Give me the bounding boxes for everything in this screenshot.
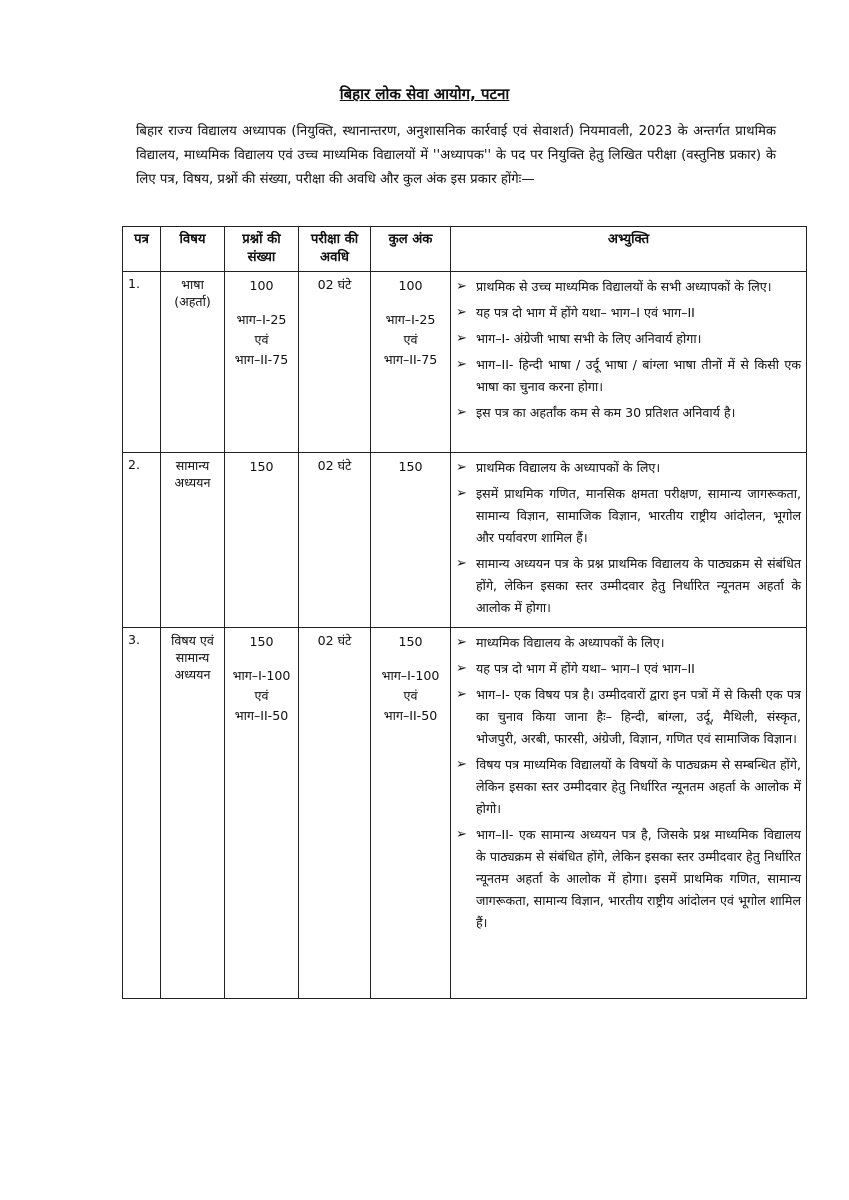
cell-paper-no: 3.	[123, 628, 161, 999]
cell-questions	[225, 272, 299, 453]
arrow-bullet-icon: ➢	[456, 405, 467, 420]
questions-total: 150	[249, 459, 274, 474]
cell-duration: 02 घंटे	[299, 628, 371, 999]
marks-part2: भाग–II-75	[383, 352, 438, 367]
table-row	[123, 453, 807, 628]
table-header-row	[123, 227, 807, 272]
header-questions: प्रश्नों की संख्या	[225, 227, 299, 272]
arrow-bullet-icon: ➢	[456, 279, 467, 294]
remark-item: ➢ प्राथमिक विद्यालय के अध्यापकों के लिए।	[456, 457, 801, 479]
remark-item: ➢ प्राथमिक से उच्च माध्यमिक विद्यालयों के सभी अध्यापकों के लिए।	[456, 276, 801, 298]
page-title	[0, 84, 849, 104]
marks-and: एवं	[403, 332, 418, 347]
remarks-list	[456, 457, 801, 619]
remark-item: ➢ भाग–I- एक विषय पत्र है। उम्मीदवारों द्वारा इन पत्रों में से किसी एक पत्र का चुनाव किया जाना हैः– हिन्दी, बांग्ला, उर्दू, मैथिली, संस्कृत, भोजपुरी, अरबी, फारसी, अंग्रेजी, विज्ञान, गणित एवं सामाजिक विज्ञान।	[456, 684, 801, 750]
remarks-list	[456, 276, 801, 424]
arrow-bullet-icon: ➢	[456, 827, 467, 842]
remark-item: ➢ इसमें प्राथमिक गणित, मानसिक क्षमता परीक्षण, सामान्य जागरूकता, सामान्य विज्ञान, सामाजिक विज्ञान, भारतीय राष्ट्रीय आंदोलन, भूगोल और पर्यावरण शामिल हैं।	[456, 483, 801, 549]
marks-total: 150	[398, 634, 423, 649]
cell-subject: विषय एवं सामान्य अध्ययन	[161, 628, 225, 999]
arrow-bullet-icon: ➢	[456, 687, 467, 702]
remarks-list	[456, 632, 801, 934]
table-row	[123, 272, 807, 453]
arrow-bullet-icon: ➢	[456, 556, 467, 571]
remark-item: ➢ सामान्य अध्ययन पत्र के प्रश्न प्राथमिक विद्यालय के पाठ्यक्रम से संबंधित होंगे, लेकिन इसका स्तर उम्मीदवार हेतु निर्धारित न्यूनतम अहर्ता के आलोक में होगा।	[456, 553, 801, 619]
arrow-bullet-icon: ➢	[456, 357, 467, 372]
remark-item: ➢ इस पत्र का अहर्तांक कम से कम 30 प्रतिशत अनिवार्य है।	[456, 402, 801, 424]
cell-paper-no: 1.	[123, 272, 161, 453]
cell-questions	[225, 628, 299, 999]
questions-and: एवं	[254, 332, 269, 347]
exam-scheme-table	[122, 226, 807, 999]
questions-part2: भाग–II-75	[234, 352, 289, 367]
arrow-bullet-icon: ➢	[456, 757, 467, 772]
cell-marks	[371, 272, 451, 453]
arrow-bullet-icon: ➢	[456, 331, 467, 346]
header-paper: पत्र	[123, 227, 161, 272]
questions-total: 100	[249, 278, 274, 293]
cell-remarks	[451, 272, 807, 453]
remark-item: ➢ भाग–II- एक सामान्य अध्ययन पत्र है, जिसके प्रश्न माध्यमिक विद्यालय के पाठ्यक्रम से संबंधित होंगे, लेकिन इसका स्तर उम्मीदवार हेतु निर्धारित न्यूनतम अहर्ता के आलोक में होगा। इसमें प्राथमिक गणित, सामान्य जागरूकता, सामान्य विज्ञान, भारतीय राष्ट्रीय आंदोलन एवं भूगोल शामिल हैं।	[456, 824, 801, 934]
arrow-bullet-icon: ➢	[456, 661, 467, 676]
marks-total: 150	[398, 459, 423, 474]
marks-and: एवं	[403, 688, 418, 703]
questions-and: एवं	[254, 688, 269, 703]
header-marks: कुल अंक	[371, 227, 451, 272]
remark-item: ➢ भाग–II- हिन्दी भाषा / उर्दू भाषा / बांग्ला भाषा तीनों में से किसी एक भाषा का चुनाव करना होगा।	[456, 354, 801, 398]
header-subject: विषय	[161, 227, 225, 272]
cell-paper-no: 2.	[123, 453, 161, 628]
cell-questions	[225, 453, 299, 628]
remark-item: ➢ यह पत्र दो भाग में होंगे यथा– भाग–I एवं भाग–II	[456, 658, 801, 680]
marks-total: 100	[398, 278, 423, 293]
remark-item: ➢ यह पत्र दो भाग में होंगे यथा– भाग–I एवं भाग–II	[456, 302, 801, 324]
cell-remarks	[451, 628, 807, 999]
questions-part2: भाग–II-50	[234, 708, 289, 723]
header-duration: परीक्षा की अवधि	[299, 227, 371, 272]
cell-subject: भाषा (अहर्ता)	[161, 272, 225, 453]
marks-part1: भाग–I-25	[385, 312, 436, 327]
page-title-text: बिहार लोक सेवा आयोग, पटना	[339, 85, 510, 103]
questions-part1: भाग–I-25	[236, 312, 287, 327]
remark-item: ➢ विषय पत्र माध्यमिक विद्यालयों के विषयों के पाठ्यक्रम से सम्बन्धित होंगे, लेकिन इसका स्तर उम्मीदवार हेतु निर्धारित न्यूनतम अहर्ता के आलोक में होगो।	[456, 754, 801, 820]
intro-paragraph: बिहार राज्य विद्यालय अध्यापक (नियुक्ति, स्थानान्तरण, अनुशासनिक कार्रवाई एवं सेवाशर्त) नियमावली, 2023 के अन्तर्गत प्राथमिक विद्यालय, माध्यमिक विद्यालय एवं उच्च माध्यमिक विद्यालयों में ''अध्यापक'' के पद पर नियुक्ति हेतु लिखित परीक्षा (वस्तुनिष्ठ प्रकार) के लिए पत्र, विषय, प्रश्नों की संख्या, परीक्षा की अवधि और कुल अंक इस प्रकार होंगेः—	[136, 124, 776, 187]
remark-item: ➢ भाग–I- अंग्रेजी भाषा सभी के लिए अनिवार्य होगा।	[456, 328, 801, 350]
questions-part1: भाग–I-100	[232, 668, 291, 683]
arrow-bullet-icon: ➢	[456, 305, 467, 320]
header-remarks: अभ्युक्ति	[451, 227, 807, 272]
marks-part1: भाग–I-100	[381, 668, 440, 683]
arrow-bullet-icon: ➢	[456, 486, 467, 501]
table-row	[123, 628, 807, 999]
cell-duration: 02 घंटे	[299, 272, 371, 453]
cell-duration: 02 घंटे	[299, 453, 371, 628]
arrow-bullet-icon: ➢	[456, 635, 467, 650]
arrow-bullet-icon: ➢	[456, 460, 467, 475]
cell-remarks	[451, 453, 807, 628]
cell-marks	[371, 628, 451, 999]
marks-part2: भाग–II-50	[383, 708, 438, 723]
cell-marks	[371, 453, 451, 628]
questions-total: 150	[249, 634, 274, 649]
remark-item: ➢ माध्यमिक विद्यालय के अध्यापकों के लिए।	[456, 632, 801, 654]
cell-subject: सामान्य अध्ययन	[161, 453, 225, 628]
